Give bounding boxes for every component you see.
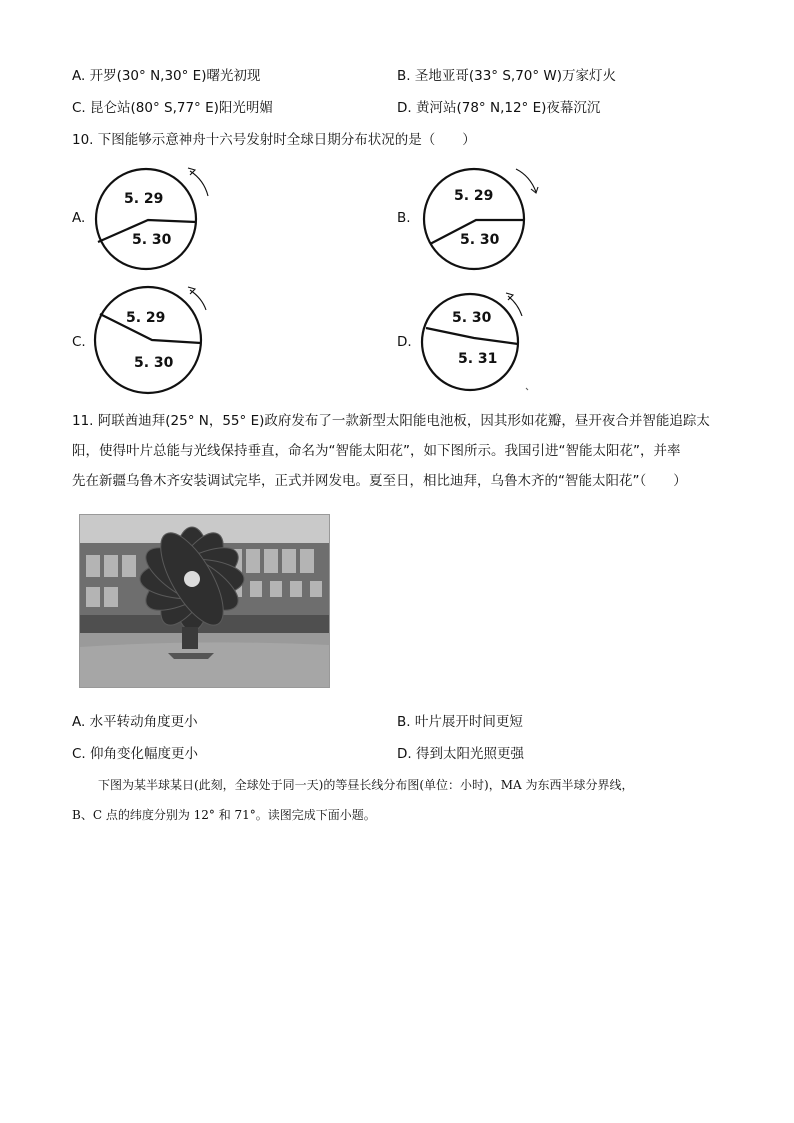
date-label-top: 5. 29 [454, 188, 494, 204]
rotation-arrow [516, 169, 536, 192]
q11-stem-line: 阳，使得叶片总能与光线保持垂直，命名为“智能太阳花”，如下图所示。我国引进“智能太阳花”，并率 [72, 443, 681, 459]
date-circle [96, 169, 196, 269]
date-label-top: 5. 29 [124, 191, 164, 207]
next-section-intro [72, 770, 634, 830]
q11-stem [72, 406, 710, 496]
date-circle [95, 287, 201, 393]
q9-option-b: B. 圣地亚哥(33° S,70° W)万家灯火 [397, 68, 617, 84]
q11-option-d: D. 得到太阳光照更强 [397, 746, 524, 762]
q11-option-c: C. 仰角变化幅度更小 [72, 746, 199, 762]
q10-option-b-letter: B. [397, 210, 411, 226]
q10-option-a-letter: A. [72, 210, 86, 226]
intro-line: 下图为某半球某日(此刻，全球处于同一天)的等昼长线分布图(单位：小时)，MA 为东西半球分界线， [98, 778, 634, 792]
q9-option-d: D. 黄河站(78° N,12° E)夜幕沉沉 [397, 100, 601, 116]
q10-option-a-diagram [92, 162, 222, 274]
intro-line: B、C 点的纬度分别为 12° 和 71°。读图完成下面小题。 [72, 808, 376, 822]
q9-option-c: C. 昆仑站(80° S,77° E)阳光明媚 [72, 100, 273, 116]
q10-option-d-letter: D. [397, 334, 412, 350]
date-line [426, 328, 518, 344]
q10-stem: 10. 下图能够示意神舟十六号发射时全球日期分布状况的是（ ） [72, 132, 476, 148]
rotation-arrow [190, 290, 206, 310]
q10-option-c-diagram [92, 282, 222, 396]
date-label-bottom: 5. 31 [458, 351, 498, 367]
date-label-bottom: 5. 30 [460, 232, 500, 248]
smart-sunflower-photo [79, 514, 330, 688]
scan-mark [526, 388, 528, 390]
q10-option-c-letter: C. [72, 334, 86, 350]
q11-stem-line: 先在新疆乌鲁木齐安装调试完毕，正式并网发电。夏至日，相比迪拜，乌鲁木齐的“智能太阳花”（ ） [72, 473, 687, 489]
q11-stem-line: 11. 阿联酋迪拜(25° N，55° E)政府发布了一款新型太阳能电池板，因其形如花瓣，昼开夜合并智能追踪太 [72, 413, 710, 429]
rotation-arrow [508, 296, 522, 316]
q11-option-a: A. 水平转动角度更小 [72, 714, 198, 730]
q10-option-d-diagram [418, 286, 548, 394]
date-label-bottom: 5. 30 [132, 232, 172, 248]
date-label-top: 5. 30 [452, 310, 492, 326]
date-label-top: 5. 29 [126, 310, 166, 326]
q9-option-a: A. 开罗(30° N,30° E)曙光初现 [72, 68, 261, 84]
q11-option-b: B. 叶片展开时间更短 [397, 714, 523, 730]
q10-option-b-diagram [418, 162, 548, 274]
date-label-bottom: 5. 30 [134, 355, 174, 371]
rotation-arrow [190, 171, 208, 196]
